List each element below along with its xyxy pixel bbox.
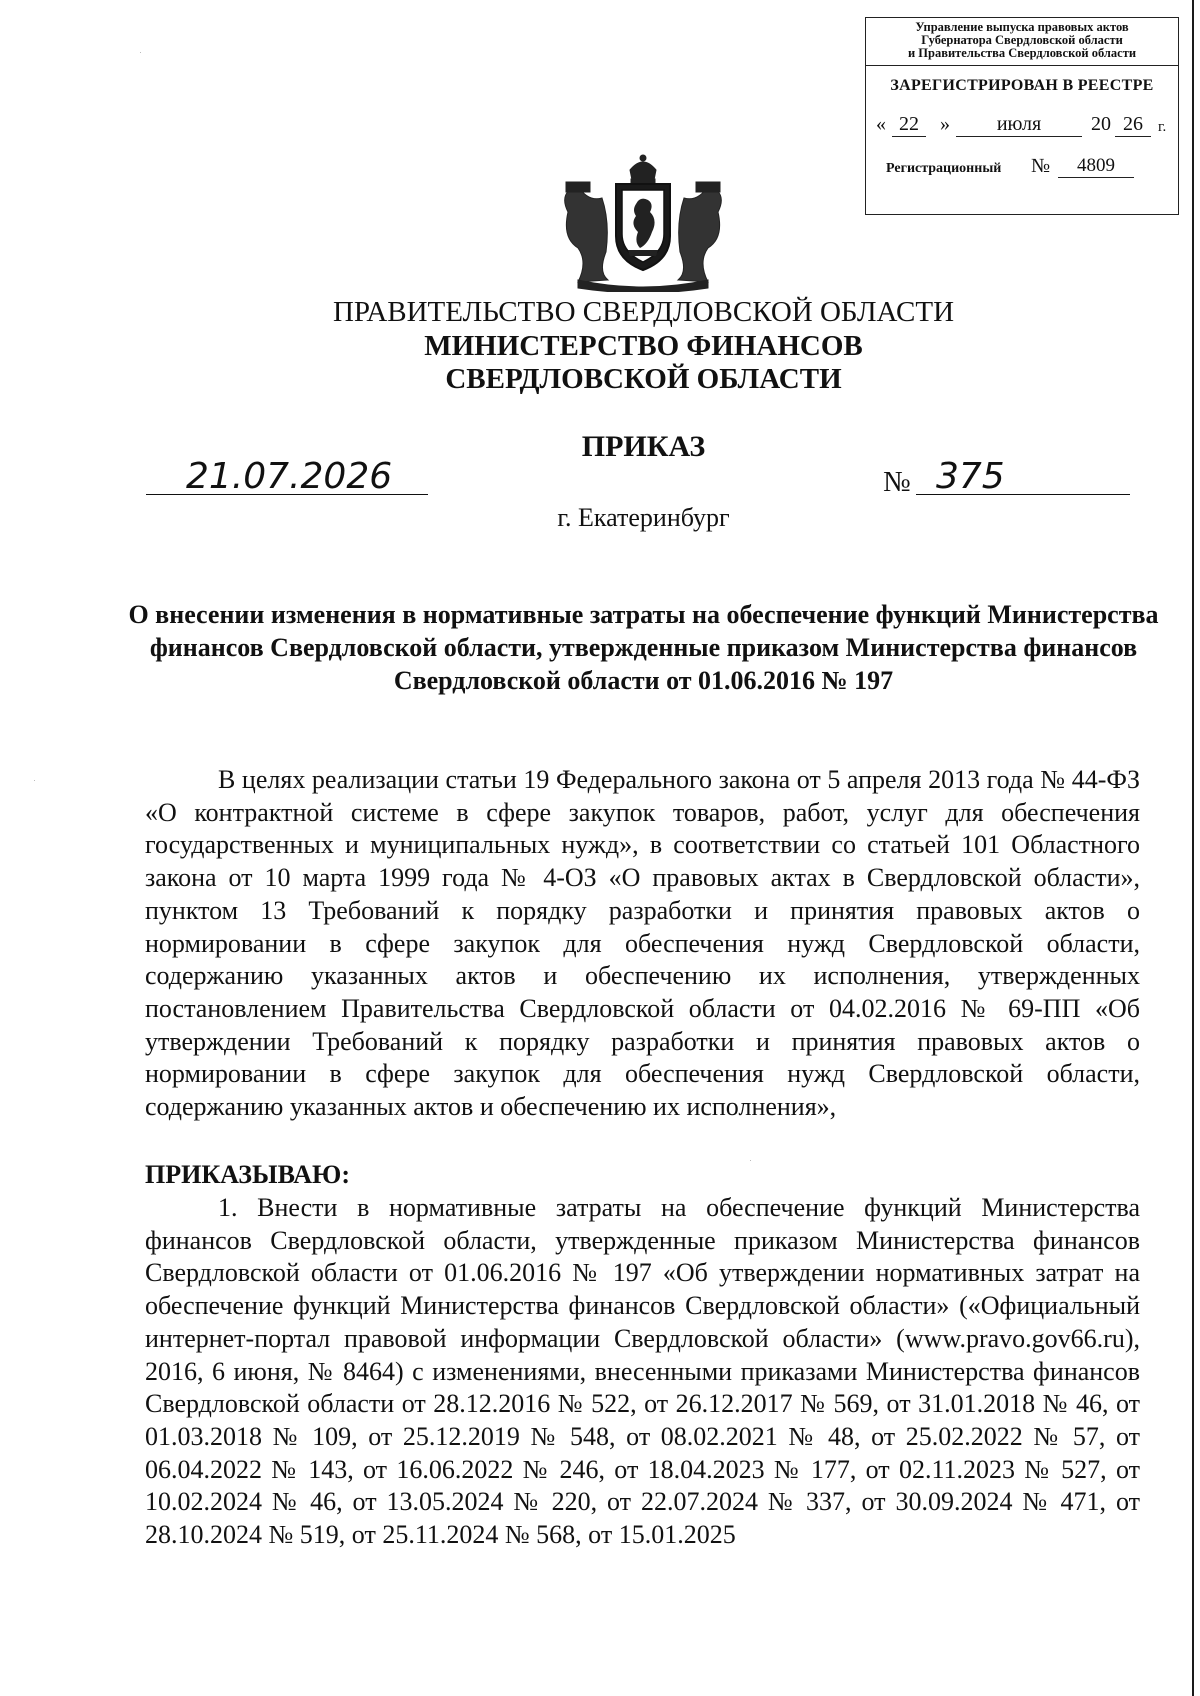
stamp-quote-close: » bbox=[940, 113, 950, 135]
stamp-authority-line: и Правительства Свердловской области bbox=[907, 46, 1137, 60]
ministry-name-line2: СВЕРДЛОВСКОЙ ОБЛАСТИ bbox=[445, 363, 842, 395]
government-name: ПРАВИТЕЛЬСТВО СВЕРДЛОВСКОЙ ОБЛАСТИ bbox=[332, 296, 955, 328]
registration-stamp bbox=[865, 17, 1179, 215]
page-edge-line bbox=[1192, 0, 1194, 1696]
document-title: О внесении изменения в нормативные затраты на обеспечение функций Министерства финансов Свердловской области, утвержденные приказом Министерства финансов Свердловской области от 01.06.2016 № 197 bbox=[128, 600, 1159, 695]
stamp-date-year-suffix: 26 bbox=[1115, 113, 1151, 137]
handwritten-number: 375 bbox=[936, 456, 1005, 497]
stamp-reg-number-value: 4809 bbox=[1058, 155, 1134, 178]
stamp-reg-number bbox=[866, 155, 1178, 181]
scan-speck bbox=[140, 52, 141, 53]
stamp-reg-number-label: Регистрационный bbox=[886, 161, 1002, 176]
stamp-reg-number-sign: № bbox=[1031, 155, 1051, 177]
stamp-date bbox=[866, 113, 1178, 139]
date-underline bbox=[146, 494, 428, 495]
stamp-date-year-prefix: 20 bbox=[1091, 113, 1111, 135]
item-1-paragraph: 1. Внести в нормативные затраты на обеспечение функций Министерства финансов Свердловской области, утвержденные приказом Министерства финансов Свердловской области от 01.06.2016 № 197 «Об утверждении нормативных затрат на обеспечение функций Министерства финансов Свердловской области» («Официальный интернет-портал правовой информации Свердловской области» (www.pravo.gov66.ru), 2016, 6 июня, № 8464) с изменениями, внесенными приказами Министерства финансов Свердловской области от 28.12.2016 № 522, от 26.12.2017 № 569, от 31.01.2018 № 46, от 01.03.2018 № 109, от 25.12.2019 № 548, от 08.02.2021 № 48, от 25.02.2022 № 57, от 06.04.2022 № 143, от 16.06.2022 № 246, от 18.04.2023 № 177, от 02.11.2023 № 527, от 10.02.2024 № 46, от 13.05.2024 № 220, от 22.07.2024 № 337, от 30.09.2024 № 471, от 28.10.2024 № 519, от 25.11.2024 № 568, от 15.01.2025 bbox=[145, 1193, 1140, 1550]
document-type: ПРИКАЗ bbox=[581, 430, 706, 463]
stamp-authority bbox=[866, 18, 1178, 66]
scan-speck bbox=[34, 780, 35, 781]
ministry-name-line1: МИНИСТЕРСТВО ФИНАНСОВ bbox=[424, 330, 863, 362]
city-name: г. Екатеринбург bbox=[557, 503, 730, 532]
number-sign: № bbox=[883, 466, 911, 498]
stamp-registered-label: ЗАРЕГИСТРИРОВАН В РЕЕСТРЕ bbox=[890, 77, 1154, 94]
preamble-paragraph: В целях реализации статьи 19 Федерального закона от 5 апреля 2013 года № 44-ФЗ «О контрактной системе в сфере закупок товаров, работ, услуг для обеспечения государственных и муниципальных нужд», в соответствии со статьей 101 Областного закона от 10 марта 1999 года № 4-ОЗ «О правовых актах в Свердловской области», пунктом 13 Требований к порядку разработки и принятия правовых актов о нормировании в сфере закупок для обеспечения нужд Свердловской области, содержанию указанных актов и обеспечению их исполнения, утвержденных постановлением Правительства Свердловской области от 04.02.2016 № 69-ПП «Об утверждении Требований к порядку разработки и принятия правовых актов о нормировании в сфере закупок для обеспечения нужд Свердловской области, содержанию указанных актов и обеспечению их исполнения», bbox=[145, 765, 1140, 1122]
stamp-authority-line: Губернатора Свердловской области bbox=[921, 33, 1123, 47]
handwritten-date: 21.07.2026 bbox=[186, 456, 393, 497]
stamp-date-month: июля bbox=[956, 113, 1082, 137]
order-word: ПРИКАЗЫВАЮ: bbox=[145, 1160, 350, 1189]
coat-of-arms-icon bbox=[548, 152, 738, 292]
scan-speck bbox=[750, 1160, 751, 1161]
number-underline bbox=[916, 494, 1130, 495]
stamp-authority-line: Управление выпуска правовых актов bbox=[915, 20, 1129, 34]
stamp-date-day: 22 bbox=[892, 113, 926, 137]
stamp-quote-open: « bbox=[876, 113, 886, 135]
stamp-date-year-abbr: г. bbox=[1158, 119, 1167, 135]
